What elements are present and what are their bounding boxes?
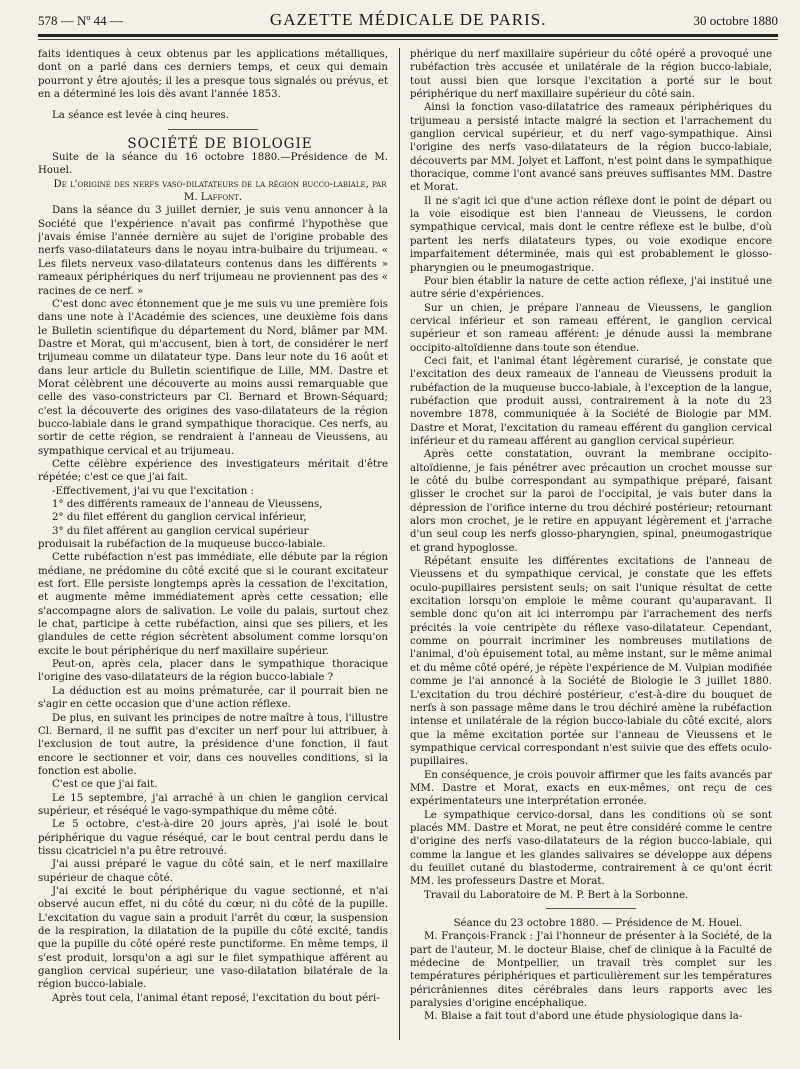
issue-date: 30 octobre 1880 [693,13,778,28]
header-rule-thick [38,34,778,37]
society-title: SOCIÉTÉ DE BIOLOGIE [127,135,313,152]
paragraph: La déduction est au moins prématurée, car il pourrait bien ne s'agir en cette occasion que d'une action réflexe. [38,685,388,711]
paragraph: De plus, en suivant les principes de notre maître à tous, l'illustre Cl. Bernard, il ne suffit pas d'exciter un nerf pour lui attribuer, à l'exclusion de tout autre, la présidence d'une fonction, il faut encore le sectionner et voir, dans ces nouvelles conditions, si la fonction est abolie. [38,712,388,777]
paragraph: En conséquence, je crois pouvoir affirmer que les faits avancés par MM. Dastre et Morat, exacts en eux-mêmes, ont reçu de ces expérimentateurs une interprétation erronée. [410,769,772,808]
paragraph: Le 15 septembre, j'ai arraché à un chien le ganglion cervical supérieur, et réséqué le vago-sympathique du même côté. [38,792,388,817]
paragraph: Cette rubéfaction n'est pas immédiate, elle débute par la région médiane, ne prédomine du côté excité que si le courant excitateur est fort. Elle persiste longtemps après la cessation de l'excitation, et augmente même immédiatement après cette cessation; elle s'accompagne alors de salivation. Le voile du palais, surtout chez le chat, participe à cette rubéfaction, ainsi que ses piliers, et les glandules de cette région sécrètent absolument comme lorsqu'on excite le bout périphérique du nerf maxillaire supérieur. [38,552,388,657]
paragraph: J'ai aussi préparé le vague du côté sain, et le nerf maxillaire supérieur de chaque côté. [38,859,388,884]
article-title: De l'origine des nerfs vaso-dilatateurs de la région bucco-labiale, par M. Laffont. [53,178,387,204]
paragraph: Le sympathique cervico-dorsal, dans les conditions où se sont placés MM. Dastre et Morat, ne peut être considéré comme le centre d'origine des nerfs vaso-dilatateurs de la région bucco-labiale, qui comme la langue et les glandes salivaires se développe aux dépens du feuillet cutané du blastoderme, contrairement à ce qu'ont écrit MM. les professeurs Dastre et Morat. [410,809,772,888]
paragraph: Le 5 octobre, c'est-à-dire 20 jours après, j'ai isolé le bout périphérique du vague réséqué, car le bout central perdu dans le tissu cicatriciel n'a pu être retrouvé. [38,819,388,857]
paragraph: Il ne s'agit ici que d'une action réflexe dont le point de départ ou la voie eisodique est bien l'anneau de Vieussens, le cordon sympathique cervical, mais dont le centre réflexe est le bulbe, d'où partent les nerfs dilatateurs types, ou voie exodique encore imparfaitement déterminée, mais qui est probablement le glosso-pharyngien ou le pneumogastrique. [410,195,772,274]
right-column [410,48,772,1068]
list-item: 2° du filet efférent du ganglion cervical inférieur, [52,512,307,524]
paragraph: Ainsi la fonction vaso-dilatatrice des rameaux périphériques du trijumeau a persisté intacte malgré la section et l'arrachement du ganglion cervical supérieur, et du nerf vago-sympathique. Ainsi l'origine des nerfs vaso-dilatateurs de la région bucco-labiale, découverts par MM. Jolyet et Laffont, n'est point dans le sympathique thoracique, comme l'ont avancé sans preuves suffisantes MM. Dastre et Morat. [410,102,772,194]
paragraph: C'est donc avec étonnement que je me suis vu une première fois dans une note à l'Académie des sciences, une deuxième fois dans le Bulletin scientifique du département du Nord, blâmer par MM. Dastre et Morat, qui m'accusent, bien à tort, de considérer le nerf trijumeau comme un dilatateur type. Dans leur note du 16 août et dans leur article du Bulletin scientifique de Lille, MM. Dastre et Morat célèbrent une découverte au moins aussi remarquable que celle des vaso-constricteurs par Cl. Bernard et Brown-Séquard; c'est la découverte des origines des vaso-dilatateurs de la région bucco-labiale dans le grand sympathique thoracique. Ces nerfs, au sortir de cette région, se rendraient à l'anneau de Vieussens, au sympathique cervical et au trijumeau. [38,298,388,457]
paragraph: faits identiques à ceux obtenus par les applications métalliques, dont on a parlé dans ces derniers temps, et ceux qui demain pourront y être ajoutés; il les a presque tous signalés ou prévus, et en a déterminé les lois dès avant l'année 1853. [38,49,388,101]
column-divider [399,48,400,1040]
paragraph: C'est ce que j'ai fait. [52,779,158,791]
paragraph: Travail du Laboratoire de M. P. Bert à la Sorbonne. [424,889,689,901]
journal-title: GAZETTE MÉDICALE DE PARIS. [269,10,547,29]
page-number: 578 — Nº 44 — [38,13,123,28]
separator-rule [168,129,258,130]
seance-suite: Suite de la séance du 16 octobre 1880.—Présidence de M. Houel. [38,152,388,177]
paragraph: J'ai excité le bout périphérique du vague sectionné, et n'ai observé aucun effet, ni du côté du cœur, ni du côté de la pupille. L'excitation du vague sain a produit l'arrêt du cœur, la suspension de la respiration, la dilatation de la pupille du côté excité, tandis que la pupille du côté opéré reste punctiforme. En même temps, il s'est produit, lorsqu'on a agi sur le filet sympathique afférent au ganglion cervical supérieur, une vaso-dilatation bilatérale de la région bucco-labiale. [38,885,388,991]
list-item: 1° des différents rameaux de l'anneau de Vieussens, [52,499,323,510]
paragraph: -Effectivement, j'ai vu que l'excitation : [52,485,254,497]
paragraph: Ceci fait, et l'animal étant légèrement curarisé, je constate que l'excitation des deux rameaux de l'anneau de Vieussens produit la rubéfaction de la muqueuse bucco-labiale, à l'exception de la langue, rubéfaction que produit aussi, contrairement à la note du 23 novembre 1878, communiquée à la Société de Biologie par MM. Dastre et Morat, l'excitation du rameau efférent du ganglion cervical inférieur et du rameau afférent au ganglion cervical supérieur. [410,355,772,447]
paragraph: M. Blaise a fait tout d'abord une étude physiologique dans la- [424,1011,743,1023]
paragraph: Après tout cela, l'animal étant reposé, l'excitation du bout péri- [52,992,380,1004]
paragraph: Répétant ensuite les différentes excitations de l'anneau de Vieussens et du sympathique cervical, je constate que les effets oculo-pupillaires persistent seuls; on sait l'unique résultat de cette excitation lorsqu'on emploie le même courant qu'auparavant. Il semble donc qu'on ait ici interrompu par l'arrachement des nerfs précités la voie centripète du réflexe vaso-dilatateur. Cependant, comme on pourrait incriminer les nombreuses mutilations de l'animal, d'où épuisement total, au même instant, sur le même animal et du même côté opéré, je répète l'expérience de M. Vulpian modifiée comme je l'ai annoncé à la Société de Biologie le 3 juillet 1880. L'excitation du trou déchiré postérieur, c'est-à-dire du bouquet de nerfs à son passage même dans le trou déchiré amène la rubéfaction intense et unilatérale de la région bucco-labiale du côté excité, alors que la même excitation portée sur l'anneau de Vieussens et le sympathique cervical correspondant n'est suivie que des effets oculo-pupillaires. [410,556,772,768]
paragraph: Peut-on, après cela, placer dans le sympathique thoracique l'origine des vaso-dilatateurs de la région bucco-labiale ? [38,659,388,684]
paragraph: produisait la rubéfaction de la muqueuse bucco-labiale. [38,539,326,551]
paragraph: Pour bien établir la nature de cette action réflexe, j'ai institué une autre série d'expériences. [410,275,772,301]
paragraph: Après cette constatation, ouvrant la membrane occipito-altoïdienne, je fais pénétrer avec précaution un crochet mousse sur le côté du bulbe correspondant au sympathique préparé, faisant glisser le crochet sur la paroi de l'occipital, je vais buter dans la dépression de l'orifice interne du trou déchiré postérieur; retournant alors mon crochet, je le retire en appuyant légèrement et j'arrache d'un seul coup les nerfs glosso-pharyngien, spinal, pneumogastrique et grand hypoglosse. [410,449,772,554]
separator-rule [546,908,636,909]
seance-levee: La séance est levée à cinq heures. [52,110,229,122]
left-column [38,48,388,1068]
seance-heading: Séance du 23 octobre 1880. — Présidence de M. Houel. [453,918,743,929]
page-header [38,10,778,32]
header-rule-thin [38,39,778,40]
list-item: 3° du filet afférent au ganglion cervical supérieur [52,525,309,537]
paragraph: phérique du nerf maxillaire supérieur du côté opéré a provoqué une rubéfaction très accusée et unilatérale de la région bucco-labiale, tout aussi bien que lorsque l'excitation a porté sur le bout périphérique du nerf maxillaire supérieur du côté sain. [410,49,772,101]
paragraph: Dans la séance du 3 juillet dernier, je suis venu annoncer à la Société que l'expérience n'avait pas confirmé l'hypothèse que j'avais émise l'année dernière au sujet de l'origine probable des nerfs vaso-dilatateurs dans le noyau intra-bulbaire du trijumeau. « Les filets nerveux vaso-dilatateurs contenus dans les différents » rameaux périphériques du nerf trijumeau ne proviennent pas des « racines de ce nerf. » [38,205,388,297]
paragraph: Sur un chien, je prépare l'anneau de Vieussens, le ganglion cervical inférieur et son rameau efférent, le ganglion cervical supérieur et son rameau afférent: je dénude aussi la membrane occipito-altoïdienne dans toute son étendue. [410,302,772,354]
paragraph: M. François-Franck : J'ai l'honneur de présenter à la Société, de la part de l'auteur, M. le docteur Blaise, chef de clinique à la Faculté de médecine de Montpellier, un travail très complet sur les températures périphériques et particulièrement sur les températures péricrâniennes dites cérébrales dans leurs rapports avec les paralysies d'origine encéphalique. [410,931,772,1010]
paragraph: Cette célèbre expérience des investigateurs méritait d'être répétée; c'est ce que j'ai fait. [38,458,388,484]
